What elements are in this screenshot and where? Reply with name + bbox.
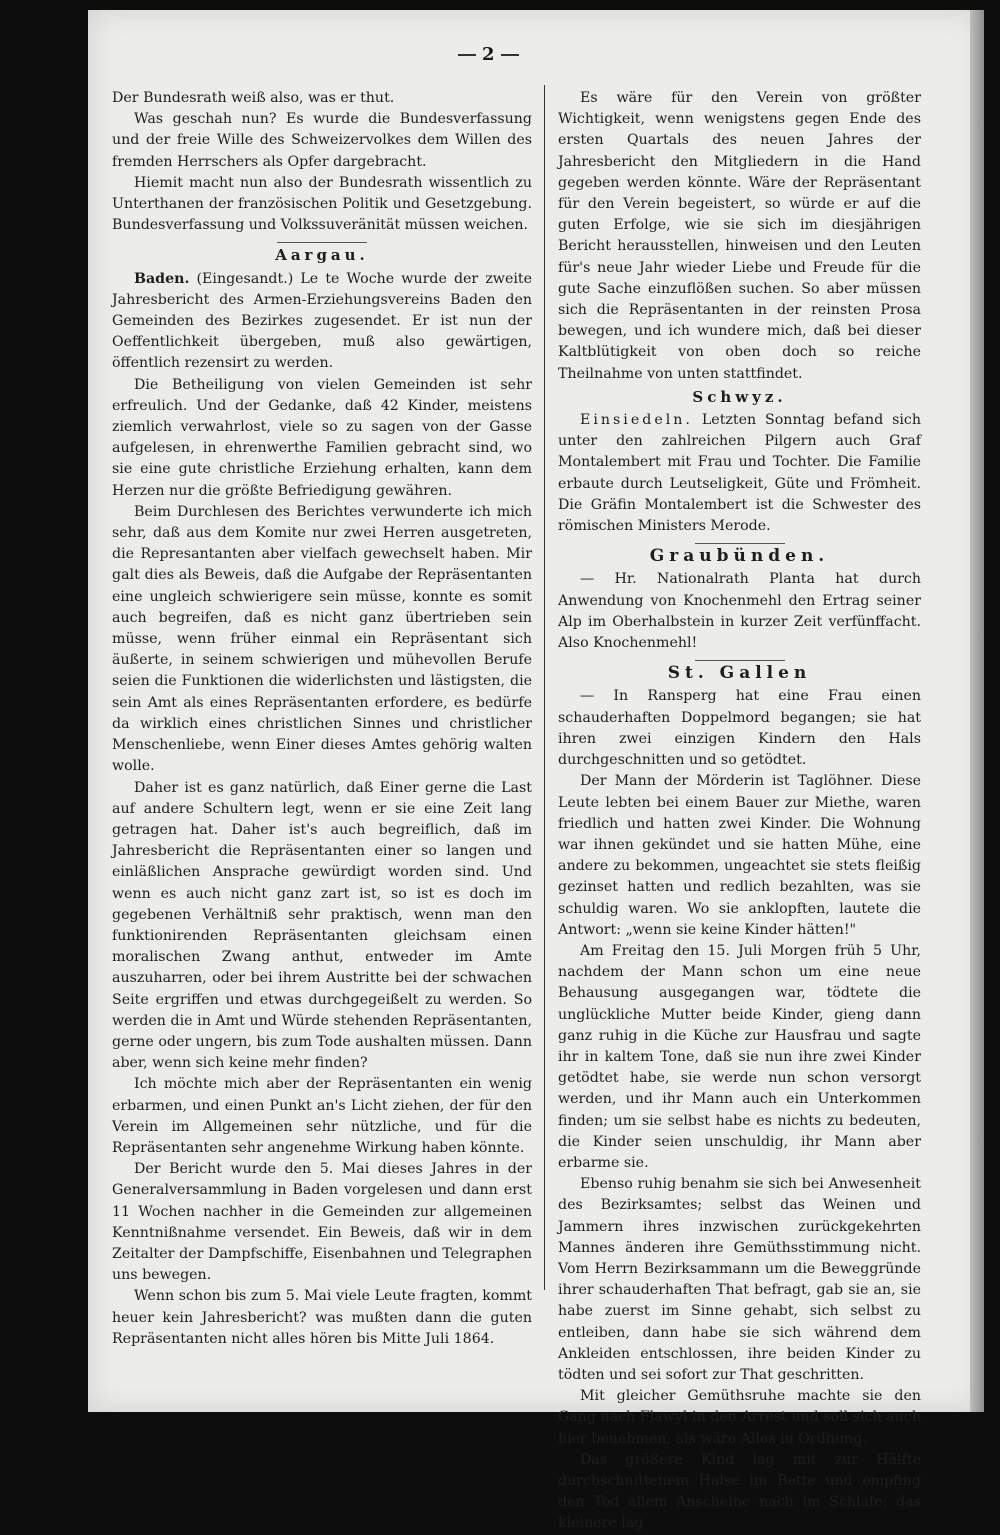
right-column bbox=[558, 88, 921, 1535]
paragraph: Mit gleicher Gemüthsruhe machte sie den Gang nach Flawyl in den Arrest und soll sich auch hier benehmen, als wäre Alles in Ordnung. bbox=[558, 1388, 921, 1447]
section-rule bbox=[695, 543, 785, 544]
paragraph: Hiemit macht nun also der Bundesrath wissentlich zu Unterthanen der französischen Politik und Gesetzgebung. Bundesverfassung und Volkssuveränität müssen weichen. bbox=[112, 174, 532, 234]
section-heading-aargau: Aargau. bbox=[275, 246, 369, 265]
paragraph: Der Mann der Mörderin ist Taglöhner. Diese Leute lebten bei einem Bauer zur Miethe, waren friedlich und hatten zwei Kinder. Die Wohnung war ihnen gekündet und sie hatten Mühe, eine andere zu bekommen, ungeachtet sie stets fleißig gezinset hatten und redlich bezahlten, was sie schuldig waren. Wo sie anklopften, lautete die Antwort: „wenn sie keine Kinder hätten!" bbox=[558, 773, 921, 938]
page-number: 2 bbox=[452, 44, 525, 65]
paragraph-einsiedeln bbox=[558, 410, 921, 537]
paragraph: Das größere Kind lag mit zur Hälfte durchschnittenem Halse im Bette und empfing den Tod allem Anscheine nach im Schlafe; das kleinere lag bbox=[558, 1451, 921, 1532]
paragraph: — Hr. Nationalrath Planta hat durch Anwendung von Knochenmehl den Ertrag seiner Alp im Oberhalbstein in kurzer Zeit verfünffacht. Also Knochenmehl! bbox=[558, 571, 921, 652]
column-divider bbox=[544, 85, 545, 1290]
paragraph: — In Ransperg hat eine Frau einen schauderhaften Doppelmord begangen; sie hat ihren zwei einzigen Kindern den Hals durchgeschnitten und so getödtet. bbox=[558, 688, 921, 769]
paragraph-text: Letzten Sonntag befand sich unter den zahlreichen Pilgern auch Graf Montalembert mit Frau und Tochter. Die Familie erbaute durch Leutseligkeit, Güte und Frömheit. Die Gräfin Montalembert ist die Schwester des römischen Ministers Merode. bbox=[558, 412, 922, 535]
paragraph-baden bbox=[112, 269, 532, 375]
paragraph: Beim Durchlesen des Berichtes verwunderte ich mich sehr, daß aus dem Komite nur zwei Herren ausgetreten, die Represantanten aber vielfach gewechselt haben. Mir galt dies als Beweis, daß die Aufgabe der Repräsentanten eine ungleich schwierigere sein müsse, konnte es somit auch begreifen, daß es nicht ganz übertrieben sein müsse, wenn früher einmal ein Repräsentant sich äußerte, in seinem schwierigen und mühevollen Berufe seien die Funktionen die widerlichsten und lästigsten, die sein Amt als eines Repräsentanten erfordere, es bedürfe da wirklich eines christlichen Sinnes und christlicher Menschenliebe, wenn Einer dieses Amtes gehörig walten wolle. bbox=[112, 503, 532, 775]
paragraph: Was geschah nun? Es wurde die Bundesverfassung und der freie Wille des Schweizervolkes dem Willen des fremden Herrschers als Opfer dargebracht. bbox=[112, 111, 532, 170]
paragraph: Der Bericht wurde den 5. Mai dieses Jahres in der Generalversammlung in Baden vorgelesen und dann erst 11 Wochen nachher in die Gemeinden zur allgemeinen Kenntnißnahme versendet. Ein Beweis, daß wir in dem Zeitalter der Dampfschiffe, Eisenbahnen und Telegraphen uns bewegen. bbox=[112, 1161, 532, 1284]
left-column bbox=[112, 88, 532, 1350]
section-rule bbox=[277, 242, 367, 243]
page-edge-shadow bbox=[970, 10, 984, 1412]
paragraph-text: (Eingesandt.) Le te Woche wurde der zweite Jahresbericht des Armen-Erziehungsvereins Baden den Gemeinden des Bezirkes zugesendet. Er ist nun der Oeffentlichkeit übergeben, muß also gewärtigen, öffentlich rezensirt zu werden. bbox=[112, 270, 532, 372]
paragraph: Ebenso ruhig benahm sie sich bei Anwesenheit des Bezirksamtes; selbst das Weinen und Jammern ihres inzwischen zurückgekehrten Mannes änderen ihre Gemüthsstimmung nicht. Vom Herrn Bezirksammann um die Beweggründe ihrer schauderhaften That befragt, gab sie an, sie habe zuerst im Sinne gehabt, sich selbst zu entleiben, dann habe sie sich während dem Ankleiden entschlossen, ihre beiden Kinder zu tödten und sei sofort zur That geschritten. bbox=[558, 1176, 921, 1383]
section-heading-graubuenden: Graubünden. bbox=[649, 546, 830, 567]
paragraph: Ich möchte mich aber der Repräsentanten ein wenig erbarmen, und einen Punkt an's Licht ziehen, der für den Verein im Allgemeinen sehr nützliche, und für die Repräsentanten sehr angenehme Wirkung haben könnte. bbox=[112, 1076, 532, 1156]
paragraph: Die Betheiligung von vielen Gemeinden ist sehr erfreulich. Und der Gedanke, daß 42 Kinder, meistens ziemlich verwahrlost, viele so zu sagen von der Gasse aufgelesen, in ehrenwerthe Familien gebracht sind, wo sie eine gute christliche Erziehung erhalten, kann dem Herzen nur die größte Befriedigung gewähren. bbox=[112, 376, 532, 499]
paragraph: Wenn schon bis zum 5. Mai viele Leute fragten, kommt heuer kein Jahresbericht? was mußten dann die guten Repräsentanten nicht alles hören bis Mitte Juli 1864. bbox=[112, 1288, 532, 1347]
section-rule bbox=[695, 660, 785, 661]
section-heading-st-gallen: St. Gallen bbox=[667, 663, 812, 684]
dateline-baden: Baden. bbox=[134, 270, 190, 287]
paragraph: Der Bundesrath weiß also, was er thut. bbox=[112, 90, 395, 106]
paragraph: Es wäre für den Verein von größter Wichtigkeit, wenn wenigstens gegen Ende des ersten Quartals des neuen Jahres der Jahresbericht den Mitgliedern in die Hand gegeben werden könnte. Wäre der Repräsentant für den Verein begeistert, so würde er auf die guten Erfolge, wie sie sich im diesjährigen Bericht herausstellen, hinweisen und den Leuten für's neue Jahr wieder Liebe und Freude für die gute Sache einzuflößen suchen. So aber müssen sich die Repräsentanten in der reinsten Prosa bewegen, und ich wundere mich, daß bei dieser Kaltblütigkeit von oben doch so reiche Theilnahme von unten stattfindet. bbox=[558, 90, 921, 382]
paragraph: Daher ist es ganz natürlich, daß Einer gerne die Last auf andere Schultern legt, wenn er sie eine Zeit lang getragen hat. Daher ist's auch begreiflich, daß im Jahresbericht die Repräsentanten einer so langen und einläßlichen Ansprache gewürdigt worden sind. Und wenn es auch nicht ganz zart ist, so ist es doch im gegebenen Verhältniß sehr praktisch, wenn man den funktionirenden Repräsentanten gleichsam einen moralischen Zwang anthut, entweder im Amte auszuharren, oder bei ihrem Austritte bei der schwachen Seite ergriffen und etwas durchgegeißelt zu werden. So werden die in Amt und Würde stehenden Repräsentanten, gerne oder ungern, bis zum Tode aushalten müssen. Dann aber, wenn sich keine mehr finden? bbox=[112, 779, 532, 1072]
section-heading-schwyz: Schwyz. bbox=[692, 387, 787, 406]
dateline-einsiedeln: Einsiedeln. bbox=[580, 412, 693, 429]
paragraph: Am Freitag den 15. Juli Morgen früh 5 Uhr, nachdem der Mann schon um eine neue Behausung ausgegangen war, tödtete die unglückliche Mutter beide Kinder, gieng dann ganz ruhig in die Küche zur Hausfrau und sagte ihr in kaltem Tone, daß sie nun ihre zwei Kinder getödtet habe, sie werde nun schon versorgt werden, und ihr Mann auch ein Unterkommen finden; um sie selbst habe es nichts zu bedeuten, die Kinder seien unschuldig, ihr Mann aber erbarme sie. bbox=[558, 942, 921, 1171]
